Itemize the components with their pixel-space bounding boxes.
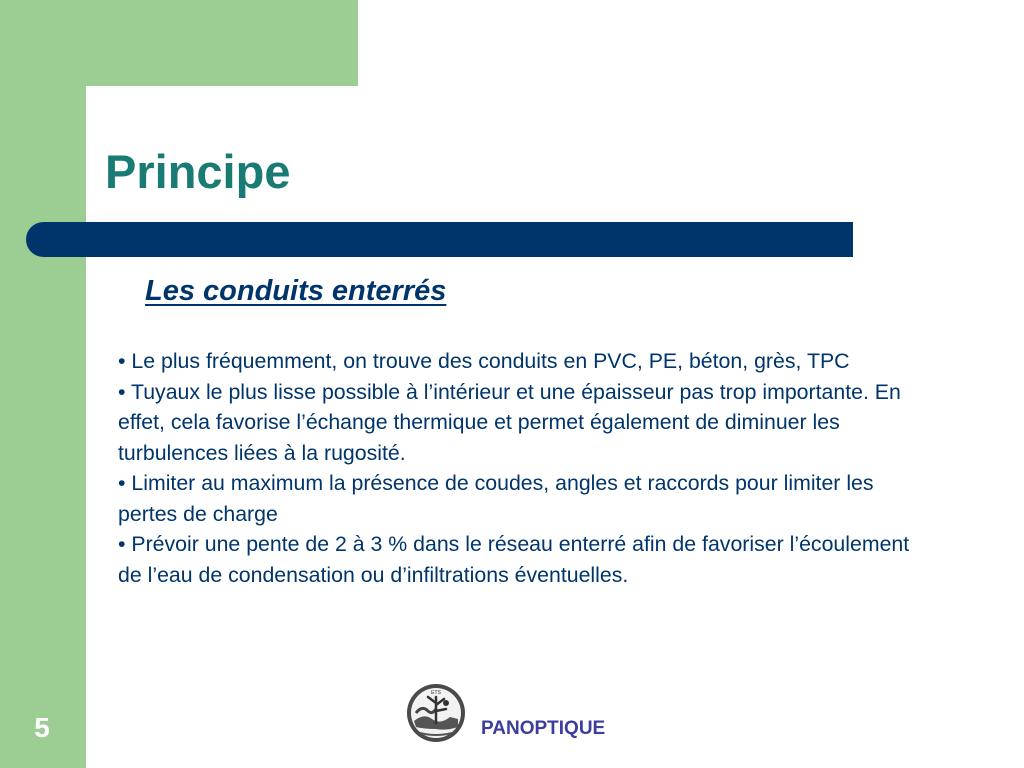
bullet-item: • Limiter au maximum la présence de coudes, angles et raccords pour limiter les pertes de charge: [118, 471, 874, 526]
logo-seal-text: ETS: [431, 690, 441, 696]
bullet-item: • Tuyaux le plus lisse possible à l’intérieur et une épaisseur pas trop importante. En effet, cela favorise l’échange thermique et permet également de diminuer les turbulences liées à la rugosité.: [118, 379, 901, 465]
green-frame-top: [0, 0, 358, 86]
slide-subtitle: Les conduits enterrés: [145, 275, 447, 307]
title-underline-bar: [26, 222, 853, 257]
bullet-list: [118, 346, 918, 590]
bullet-item: • Le plus fréquemment, on trouve des conduits en PVC, PE, béton, grès, TPC: [118, 349, 850, 373]
bullet-item: • Prévoir une pente de 2 à 3 % dans le réseau enterré afin de favoriser l’écoulement de l’eau de condensation ou d’infiltrations éventuelles.: [118, 532, 910, 587]
slide-number: 5: [34, 712, 50, 743]
green-frame-left: [0, 0, 86, 768]
panoptique-logo-icon: [406, 683, 466, 743]
slide-title: Principe: [105, 145, 291, 198]
footer-label: PANOPTIQUE: [481, 718, 606, 739]
